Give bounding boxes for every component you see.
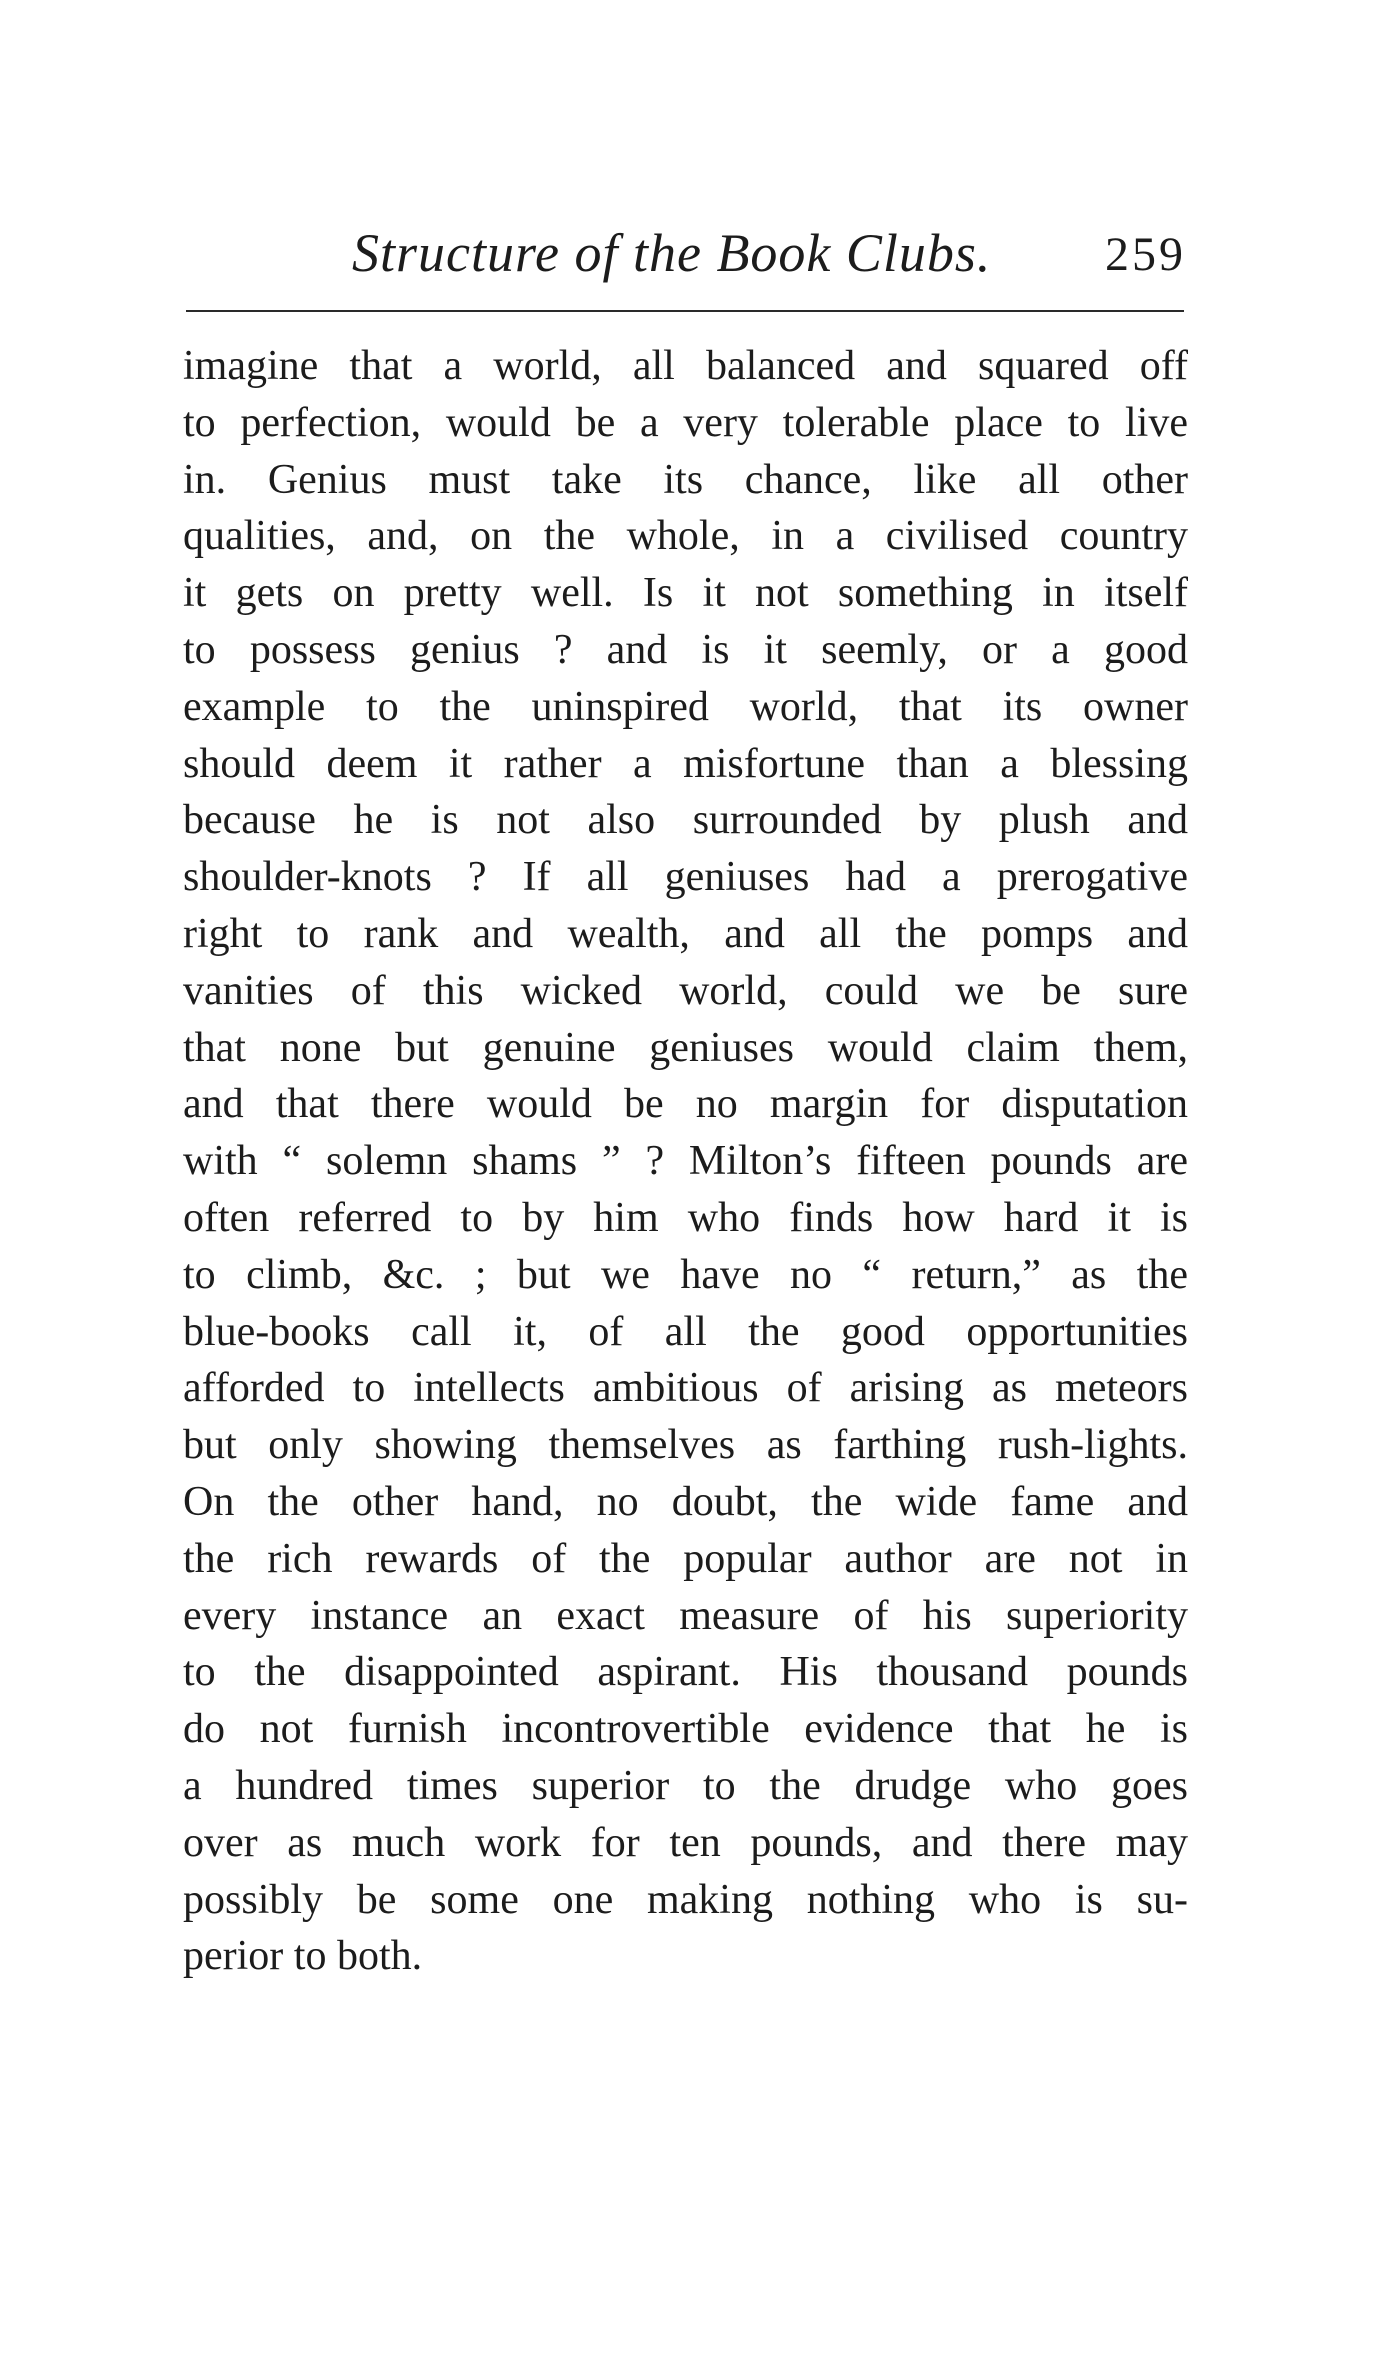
text-line: it gets on pretty well. Is it not something in itself [183, 570, 1188, 617]
page-number: 259 [1105, 228, 1186, 281]
text-line: blue-books call it, of all the good opportunities [183, 1308, 1188, 1355]
text-line: to climb, &c. ; but we have no “ return,” as the [183, 1251, 1188, 1298]
text-line: in. Genius must take its chance, like all other [183, 456, 1188, 503]
text-line: do not furnish incontrovertible evidence that he is [183, 1706, 1188, 1753]
text-line: and that there would be no margin for disputation [183, 1081, 1188, 1128]
running-head [186, 218, 1186, 288]
text-line: vanities of this wicked world, could we be sure [183, 967, 1188, 1014]
text-line: a hundred times superior to the drudge who goes [183, 1762, 1188, 1809]
text-line: should deem it rather a misfortune than a blessing [183, 740, 1188, 787]
text-line: qualities, and, on the whole, in a civilised country [183, 513, 1188, 560]
text-line: to perfection, would be a very tolerable place to live [183, 399, 1188, 446]
text-line: over as much work for ten pounds, and there may [183, 1819, 1188, 1866]
header-rule [186, 310, 1184, 312]
text-line: because he is not also surrounded by plush and [183, 797, 1188, 844]
text-line: to possess genius ? and is it seemly, or a good [183, 626, 1188, 673]
text-line: right to rank and wealth, and all the pomps and [183, 910, 1188, 957]
text-line: possibly be some one making nothing who is su- [183, 1876, 1188, 1923]
text-line: imagine that a world, all balanced and squared off [183, 343, 1188, 389]
text-line: that none but genuine geniuses would claim them, [183, 1024, 1188, 1071]
running-title: Structure of the Book Clubs. [352, 223, 992, 283]
text-line: shoulder-knots ? If all geniuses had a prerogative [183, 854, 1188, 901]
text-line: to the disappointed aspirant. His thousand pounds [183, 1649, 1188, 1696]
text-line: the rich rewards of the popular author are not in [183, 1535, 1188, 1582]
text-line: example to the uninspired world, that its owner [183, 683, 1188, 730]
body-text [183, 338, 1188, 1985]
text-line: afforded to intellects ambitious of arising as meteors [183, 1365, 1188, 1412]
text-line: On the other hand, no doubt, the wide fame and [183, 1478, 1188, 1525]
text-line: with “ solemn shams ” ? Milton’s fifteen pounds are [183, 1138, 1188, 1185]
text-line-last: perior to both. [183, 1933, 423, 1980]
text-line: often referred to by him who finds how hard it is [183, 1194, 1188, 1241]
text-line: but only showing themselves as farthing rush-lights. [183, 1422, 1188, 1469]
text-line: every instance an exact measure of his superiority [183, 1592, 1188, 1639]
